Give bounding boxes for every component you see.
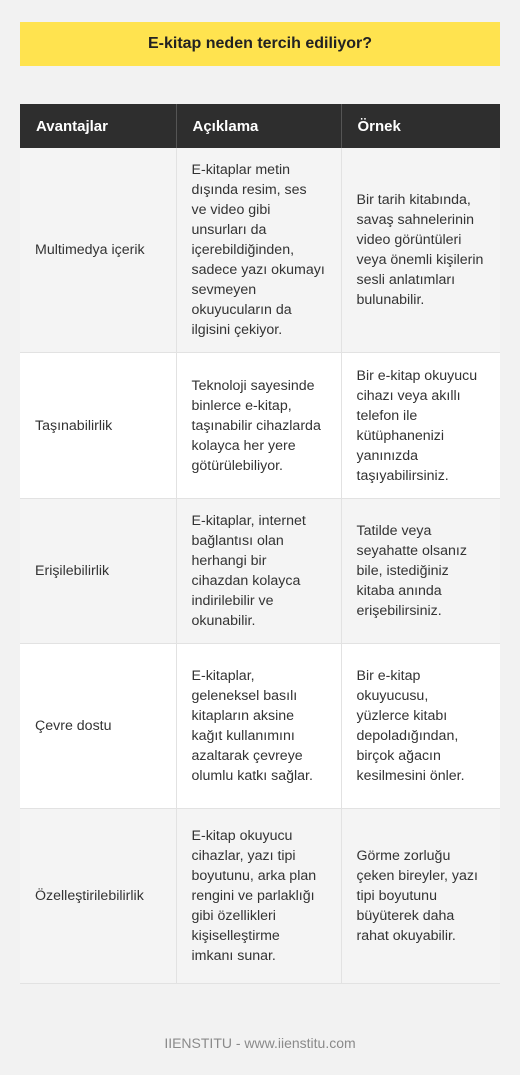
- table-row: [20, 499, 500, 644]
- header-description: Açıklama: [176, 104, 341, 148]
- header-advantages: Avantajlar: [20, 104, 176, 148]
- table-row: [20, 353, 500, 499]
- advantage-cell: Özelleştirilebilirlik: [20, 809, 176, 984]
- example-cell: Tatilde veya seyahatte olsanız bile, istediğiniz kitaba anında erişebilirsiniz.: [341, 499, 500, 644]
- example-cell: Bir e-kitap okuyucu cihazı veya akıllı telefon ile kütüphanenizi yanınızda taşıyabilirsiniz.: [341, 353, 500, 499]
- table-header-row: [20, 104, 500, 148]
- description-cell: E-kitap okuyucu cihazlar, yazı tipi boyutunu, arka plan rengini ve parlaklığı gibi özellikleri kişiselleştirme imkanı sunar.: [176, 809, 341, 984]
- advantage-cell: Çevre dostu: [20, 644, 176, 809]
- header-example: Örnek: [341, 104, 500, 148]
- table-row: [20, 148, 500, 353]
- example-cell: Bir e-kitap okuyucusu, yüzlerce kitabı depoladığından, birçok ağacın kesilmesini önler.: [341, 644, 500, 809]
- footer-credit: IIENSTITU - www.iienstitu.com: [164, 1035, 356, 1051]
- advantage-cell: Taşınabilirlik: [20, 353, 176, 499]
- page-title: E-kitap neden tercih ediliyor?: [20, 22, 500, 66]
- description-cell: Teknoloji sayesinde binlerce e-kitap, taşınabilir cihazlarda kolayca her yere götürülebiliyor.: [176, 353, 341, 499]
- advantage-cell: Multimedya içerik: [20, 148, 176, 353]
- advantages-table: [20, 104, 500, 984]
- description-cell: E-kitaplar, geleneksel basılı kitapların aksine kağıt kullanımını azaltarak çevreye olumlu katkı sağlar.: [176, 644, 341, 809]
- table-row: [20, 644, 500, 809]
- description-cell: E-kitaplar metin dışında resim, ses ve video gibi unsurları da içerebildiğinden, sadece yazı okumayı sevmeyen okuyucuların da ilgisini çekiyor.: [176, 148, 341, 353]
- advantage-cell: Erişilebilirlik: [20, 499, 176, 644]
- table-row: [20, 809, 500, 984]
- description-cell: E-kitaplar, internet bağlantısı olan herhangi bir cihazdan kolayca indirilebilir ve okunabilir.: [176, 499, 341, 644]
- example-cell: Görme zorluğu çeken bireyler, yazı tipi boyutunu büyüterek daha rahat okuyabilir.: [341, 809, 500, 984]
- example-cell: Bir tarih kitabında, savaş sahnelerinin video görüntüleri veya önemli kişilerin sesli anlatımları bulunabilir.: [341, 148, 500, 353]
